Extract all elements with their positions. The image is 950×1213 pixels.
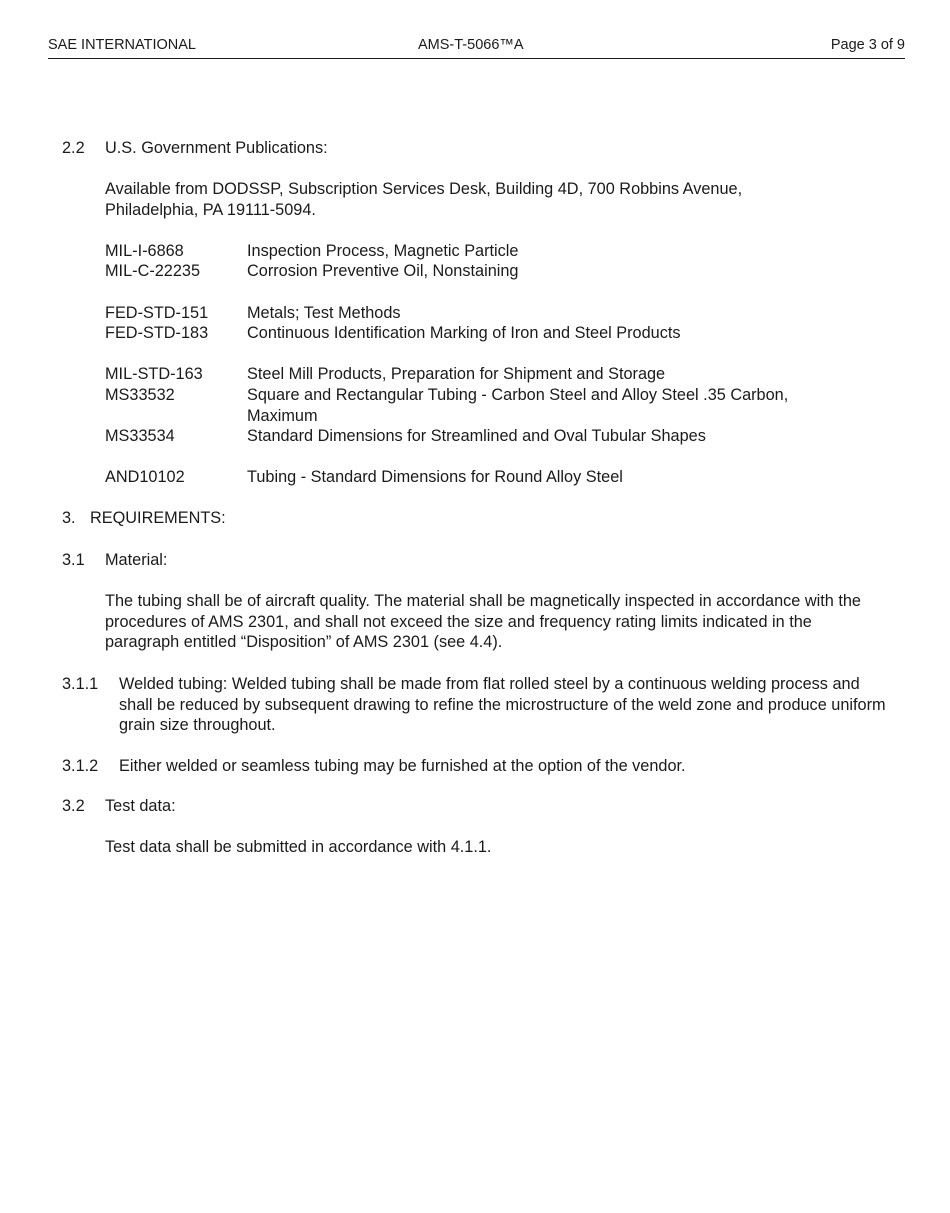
reference-code: MIL-I-6868 (105, 242, 184, 260)
page-header (48, 36, 905, 59)
section-3-1-body: The tubing shall be of aircraft quality. The material shall be magnetically inspected in accordance with the procedures of AMS 2301, and shall not exceed the size and frequency rating limits indicated in the paragraph entitled “Disposition” of AMS 2301 (see 4.4). (105, 592, 861, 651)
reference-title: Inspection Process, Magnetic Particle (247, 242, 519, 260)
reference-code: FED-STD-183 (105, 324, 209, 342)
reference-title: Square and Rectangular Tubing - Carbon Steel and Alloy Steel .35 Carbon, Maximum (247, 386, 789, 425)
header-page-number: Page 3 of 9 (830, 37, 905, 53)
section-3-2-body: Test data shall be submitted in accordance with 4.1.1. (105, 838, 492, 856)
header-organization: SAE INTERNATIONAL (48, 37, 196, 53)
reference-title: Steel Mill Products, Preparation for Shipment and Storage (247, 365, 666, 383)
section-2-2-availability: Available from DODSSP, Subscription Services Desk, Building 4D, 700 Robbins Avenue, Philadelphia, PA 19111-5094. (105, 180, 743, 219)
section-2-2-heading: U.S. Government Publications: (105, 139, 328, 157)
reference-title: Standard Dimensions for Streamlined and Oval Tubular Shapes (247, 427, 706, 445)
section-3-1-1-body: Welded tubing: Welded tubing shall be made from flat rolled steel by a continuous welding process and shall be reduced by subsequent drawing to refine the microstructure of the weld zone and produce uniform grain size throughout. (119, 675, 886, 734)
section-3-1-2-body: Either welded or seamless tubing may be furnished at the option of the vendor. (119, 757, 686, 775)
reference-code: FED-STD-151 (105, 304, 209, 322)
header-document-number: AMS-T-5066™A (418, 37, 524, 53)
reference-code: MIL-C-22235 (105, 262, 201, 280)
reference-code: AND10102 (105, 468, 185, 486)
reference-code: MS33534 (105, 427, 175, 445)
section-3-2-heading: Test data: (105, 797, 176, 815)
reference-code: MIL-STD-163 (105, 365, 203, 383)
section-3-1-number: 3.1 (62, 551, 85, 569)
reference-title: Corrosion Preventive Oil, Nonstaining (247, 262, 519, 280)
reference-code: MS33532 (105, 386, 175, 404)
section-3-heading: REQUIREMENTS: (90, 509, 226, 527)
reference-title: Tubing - Standard Dimensions for Round Alloy Steel (247, 468, 623, 486)
section-2-2-number: 2.2 (62, 139, 85, 157)
reference-title: Metals; Test Methods (247, 304, 401, 322)
section-3-1-2-number: 3.1.2 (62, 757, 99, 775)
section-3-number: 3. (62, 509, 76, 527)
section-3-1-1-number: 3.1.1 (62, 675, 99, 693)
section-3-2-number: 3.2 (62, 797, 85, 815)
reference-title: Continuous Identification Marking of Iron and Steel Products (247, 324, 681, 342)
section-3-1-heading: Material: (105, 551, 168, 569)
